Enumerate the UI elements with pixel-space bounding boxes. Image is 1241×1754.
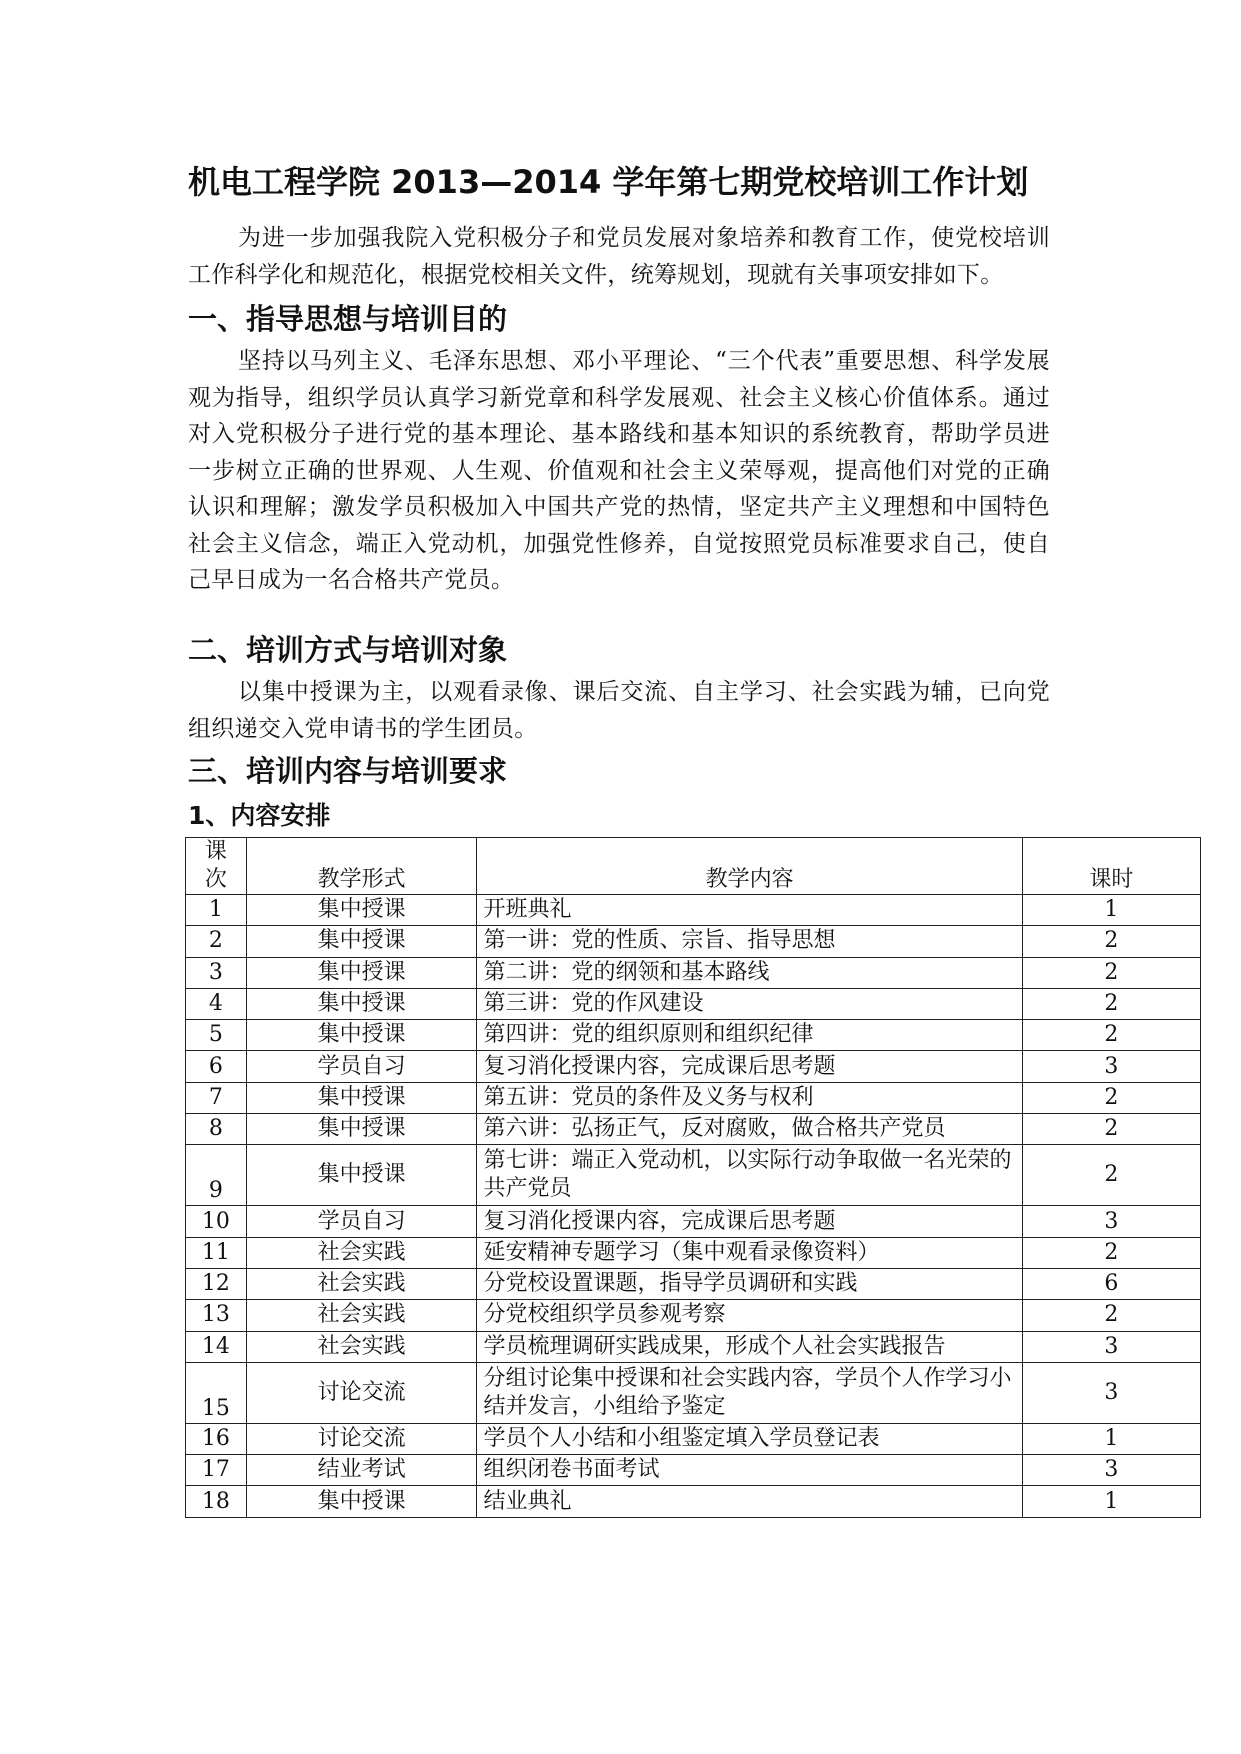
- table-row: [186, 1362, 1201, 1423]
- hours-cell: 2: [1022, 957, 1200, 988]
- header-lesson-index-line1: 课: [204, 839, 227, 864]
- schedule-table: [185, 837, 1201, 1518]
- hours-cell: 3: [1022, 1051, 1200, 1082]
- hours-cell: 6: [1022, 1268, 1200, 1299]
- teaching-content-cell: 学员个人小结和小组鉴定填入学员登记表: [477, 1423, 1022, 1454]
- teaching-content-cell: 第六讲：弘扬正气，反对腐败，做合格共产党员: [477, 1114, 1022, 1145]
- hours-cell: 1: [1022, 1423, 1200, 1454]
- hours-cell: 3: [1022, 1331, 1200, 1362]
- lesson-index-cell: 11: [186, 1237, 247, 1268]
- table-header-row: [186, 838, 1201, 895]
- schedule-table-body: [186, 895, 1201, 1518]
- section-heading-training-method: 二、培训方式与培训对象: [188, 633, 508, 667]
- lesson-index-cell: 7: [186, 1082, 247, 1113]
- teaching-form-cell: 讨论交流: [246, 1362, 477, 1423]
- lesson-index-cell: 16: [186, 1423, 247, 1454]
- lesson-index-cell: 12: [186, 1268, 247, 1299]
- teaching-content-cell: 分组讨论集中授课和社会实践内容，学员个人作学习小结并发言，小组给予鉴定: [477, 1362, 1022, 1423]
- teaching-form-cell: 集中授课: [246, 1145, 477, 1206]
- teaching-form-cell: 集中授课: [246, 895, 477, 926]
- subsection-heading-content-arrangement: 1、内容安排: [188, 801, 331, 830]
- lesson-index-cell: 6: [186, 1051, 247, 1082]
- teaching-content-cell: 复习消化授课内容，完成课后思考题: [477, 1051, 1022, 1082]
- lesson-index-cell: 15: [186, 1362, 247, 1423]
- teaching-content-cell: 第一讲：党的性质、宗旨、指导思想: [477, 926, 1022, 957]
- table-row: [186, 1145, 1201, 1206]
- teaching-form-cell: 结业考试: [246, 1455, 477, 1486]
- lesson-index-cell: 2: [186, 926, 247, 957]
- table-row: [186, 1051, 1201, 1082]
- lesson-index-cell: 14: [186, 1331, 247, 1362]
- table-row: [186, 926, 1201, 957]
- table-row: [186, 1206, 1201, 1237]
- lesson-index-cell: 10: [186, 1206, 247, 1237]
- table-row: [186, 1020, 1201, 1051]
- hours-cell: 2: [1022, 926, 1200, 957]
- hours-cell: 2: [1022, 1082, 1200, 1113]
- teaching-content-cell: 第七讲：端正入党动机，以实际行动争取做一名光荣的共产党员: [477, 1145, 1022, 1206]
- table-row: [186, 1114, 1201, 1145]
- header-teaching-content: 教学内容: [477, 838, 1022, 895]
- lesson-index-cell: 18: [186, 1486, 247, 1517]
- section-heading-training-content: 三、培训内容与培训要求: [188, 754, 508, 788]
- teaching-form-cell: 社会实践: [246, 1237, 477, 1268]
- header-lesson-index: [186, 838, 247, 895]
- hours-cell: 1: [1022, 895, 1200, 926]
- table-row: [186, 1268, 1201, 1299]
- section-heading-guiding-ideology: 一、指导思想与培训目的: [188, 302, 508, 336]
- teaching-form-cell: 社会实践: [246, 1268, 477, 1299]
- teaching-form-cell: 学员自习: [246, 1051, 477, 1082]
- hours-cell: 2: [1022, 988, 1200, 1019]
- teaching-form-cell: 社会实践: [246, 1300, 477, 1331]
- lesson-index-cell: 13: [186, 1300, 247, 1331]
- section-body-guiding-ideology: 坚持以马列主义、毛泽东思想、邓小平理论、“三个代表”重要思想、科学发展观为指导，组织学员认真学习新党章和科学发展观、社会主义核心价值体系。通过对入党积极分子进行党的基本理论、基本路线和基本知识的系统教育，帮助学员进一步树立正确的世界观、人生观、价值观和社会主义荣辱观，提高他们对党的正确认识和理解；激发学员积极加入中国共产党的热情，坚定共产主义理想和中国特色社会主义信念，端正入党动机，加强党性修养，自觉按照党员标准要求自己，使自己早日成为一名合格共产党员。: [188, 348, 1050, 593]
- lesson-index-cell: 8: [186, 1114, 247, 1145]
- teaching-content-cell: 学员梳理调研实践成果，形成个人社会实践报告: [477, 1331, 1022, 1362]
- teaching-form-cell: 讨论交流: [246, 1423, 477, 1454]
- hours-cell: 2: [1022, 1114, 1200, 1145]
- teaching-form-cell: 集中授课: [246, 988, 477, 1019]
- teaching-content-cell: 结业典礼: [477, 1486, 1022, 1517]
- teaching-form-cell: 集中授课: [246, 957, 477, 988]
- table-row: [186, 1082, 1201, 1113]
- document-title: 机电工程学院 2013—2014 学年第七期党校培训工作计划: [188, 163, 1029, 201]
- teaching-form-cell: 集中授课: [246, 1486, 477, 1517]
- hours-cell: 2: [1022, 1145, 1200, 1206]
- section-body-training-method: 以集中授课为主，以观看录像、课后交流、自主学习、社会实践为辅，已向党组织递交入党申请书的学生团员。: [188, 679, 1050, 742]
- teaching-content-cell: 第四讲：党的组织原则和组织纪律: [477, 1020, 1022, 1051]
- lesson-index-cell: 1: [186, 895, 247, 926]
- intro-paragraph: 为进一步加强我院入党积极分子和党员发展对象培养和教育工作，使党校培训工作科学化和规范化，根据党校相关文件，统筹规划，现就有关事项安排如下。: [188, 225, 1050, 288]
- teaching-form-cell: 集中授课: [246, 1082, 477, 1113]
- teaching-content-cell: 分党校组织学员参观考察: [477, 1300, 1022, 1331]
- hours-cell: 2: [1022, 1237, 1200, 1268]
- lesson-index-cell: 5: [186, 1020, 247, 1051]
- hours-cell: 1: [1022, 1486, 1200, 1517]
- table-row: [186, 1331, 1201, 1362]
- table-row: [186, 895, 1201, 926]
- hours-cell: 3: [1022, 1362, 1200, 1423]
- table-row: [186, 1423, 1201, 1454]
- lesson-index-cell: 17: [186, 1455, 247, 1486]
- teaching-content-cell: 组织闭卷书面考试: [477, 1455, 1022, 1486]
- hours-cell: 3: [1022, 1455, 1200, 1486]
- teaching-content-cell: 第三讲：党的作风建设: [477, 988, 1022, 1019]
- table-row: [186, 988, 1201, 1019]
- table-row: [186, 957, 1201, 988]
- lesson-index-cell: 9: [186, 1145, 247, 1206]
- header-teaching-form: 教学形式: [246, 838, 477, 895]
- header-lesson-index-line2: 次: [204, 867, 227, 892]
- teaching-content-cell: 复习消化授课内容，完成课后思考题: [477, 1206, 1022, 1237]
- hours-cell: 2: [1022, 1300, 1200, 1331]
- teaching-content-cell: 延安精神专题学习（集中观看录像资料）: [477, 1237, 1022, 1268]
- teaching-content-cell: 第二讲：党的纲领和基本路线: [477, 957, 1022, 988]
- teaching-form-cell: 学员自习: [246, 1206, 477, 1237]
- lesson-index-cell: 4: [186, 988, 247, 1019]
- table-row: [186, 1237, 1201, 1268]
- teaching-form-cell: 社会实践: [246, 1331, 477, 1362]
- teaching-form-cell: 集中授课: [246, 1114, 477, 1145]
- teaching-form-cell: 集中授课: [246, 1020, 477, 1051]
- teaching-content-cell: 分党校设置课题，指导学员调研和实践: [477, 1268, 1022, 1299]
- teaching-content-cell: 开班典礼: [477, 895, 1022, 926]
- hours-cell: 2: [1022, 1020, 1200, 1051]
- teaching-form-cell: 集中授课: [246, 926, 477, 957]
- table-row: [186, 1300, 1201, 1331]
- teaching-content-cell: 第五讲：党员的条件及义务与权利: [477, 1082, 1022, 1113]
- table-row: [186, 1486, 1201, 1517]
- header-hours: 课时: [1022, 838, 1200, 895]
- lesson-index-cell: 3: [186, 957, 247, 988]
- hours-cell: 3: [1022, 1206, 1200, 1237]
- table-row: [186, 1455, 1201, 1486]
